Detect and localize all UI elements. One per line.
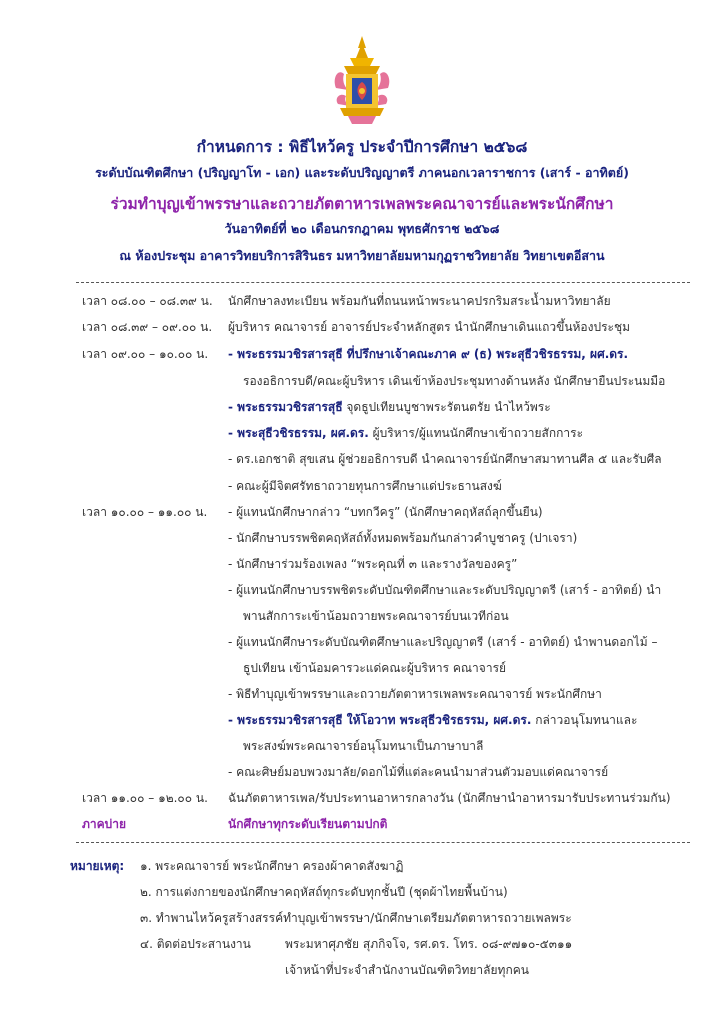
schedule-item: - นักศึกษาบรรพชิตคฤหัสถ์ทั้งหมดพร้อมกันกล่าวคำบูชาครู (ปาเจรา) xyxy=(228,531,578,545)
schedule-item: - ผู้แทนนักศึกษากล่าว “บทกวีครู” (นักศึกษาคฤหัสถ์ลุกขึ้นยืน) xyxy=(228,505,543,519)
time-slot: เวลา ๐๘.๐๐ – ๐๘.๓๙ น. xyxy=(82,294,213,308)
schedule-item: พานสักการะเข้าน้อมถวายพระคณาจารย์บนเวทีก่อน xyxy=(243,609,509,623)
note-item: ๓. ทำพานไหว้ครูสร้างสรรค์ทำบุญเข้าพรรษา/นักศึกษาเตรียมภัตตาหารถวายเพลพระ xyxy=(140,911,572,925)
page-subtitle: ระดับบัณฑิตศึกษา (ปริญญาโท - เอก) และระดับปริญญาตรี ภาคนอกเวลาราชการ (เสาร์ - อาทิตย์) xyxy=(95,165,629,180)
schedule-item: - พระธรรมวชิรสารสุธี ที่ปรึกษาเจ้าคณะภาค ๙ (ธ) พระสุธีวชิรธรรม, ผศ.ดร. xyxy=(228,347,629,361)
schedule-item: - ผู้แทนนักศึกษาบรรพชิตระดับบัณฑิตศึกษาและระดับปริญญาตรี (เสาร์ - อาทิตย์) นำ xyxy=(228,583,662,597)
highlight-line: ร่วมทำบุญเข้าพรรษาและถวายภัตตาหารเพลพระคณาจารย์และพระนักศึกษา xyxy=(110,195,614,213)
time-slot: เวลา ๐๙.๐๐ – ๑๐.๐๐ น. xyxy=(82,347,209,361)
schedule-item xyxy=(228,711,637,730)
note-item: ๑. พระคณาจารย์ พระนักศึกษา ครองผ้าคาดสังฆาฏิ xyxy=(140,859,404,873)
contact-staff: เจ้าหน้าที่ประจำสำนักงานบัณฑิตวิทยาลัยทุกคน xyxy=(285,963,529,977)
item-text: ผู้บริหาร/ผู้แทนนักศึกษาเข้าถวายสักการะ xyxy=(368,426,584,440)
bold-text: - พระสุธีวชิรธรรม, ผศ.ดร. xyxy=(228,426,369,440)
time-slot: เวลา ๑๑.๐๐ – ๑๒.๐๐ น. xyxy=(82,791,208,805)
bold-text: - พระธรรมวชิรสารสุธี ให้โอวาท พระสุธีวชิรธรรม, ผศ.ดร. xyxy=(228,713,532,727)
schedule-item xyxy=(228,424,583,443)
note-item: ๔. ติดต่อประสานงาน xyxy=(140,937,251,951)
item-text: จุดธูปเทียนบูชาพระรัตนตรัย นำไหว้พระ xyxy=(342,400,551,414)
schedule-item: - ดร.เอกชาติ สุขเสน ผู้ช่วยอธิการบดี นำคณาจารย์นักศึกษาสมาทานศีล ๕ และรับศีล xyxy=(228,452,662,466)
bold-text: - พระธรรมวชิรสารสุธี xyxy=(228,400,343,414)
schedule-item: นักศึกษาทุกระดับเรียนตามปกติ xyxy=(228,817,388,831)
schedule-item: พระสงฆ์พระคณาจารย์อนุโมทนาเป็นภาษาบาลี xyxy=(243,739,484,753)
time-slot: เวลา ๑๐.๐๐ – ๑๑.๐๐ น. xyxy=(82,505,208,519)
schedule-item: นักศึกษาลงทะเบียน พร้อมกันที่ถนนหน้าพระนาคปรกริมสระน้ำมหาวิทยาลัย xyxy=(228,294,611,308)
event-venue: ณ ห้องประชุม อาคารวิทยบริการสิรินธร มหาวิทยาลัยมหามกุฏราชวิทยาลัย วิทยาเขตอีสาน xyxy=(119,248,605,263)
schedule-item: ผู้บริหาร คณาจารย์ อาจารย์ประจำหลักสูตร นำนักศึกษาเดินแถวขึ้นห้องประชุม xyxy=(228,320,631,334)
bottom-divider xyxy=(76,842,690,843)
schedule-item: - นักศึกษาร่วมร้องเพลง “พระคุณที่ ๓ และรางวัลของครู” xyxy=(228,557,518,571)
item-text: กล่าวอนุโมทนาและ xyxy=(531,713,638,727)
schedule-item: - คณะศิษย์มอบพวงมาลัย/ดอกไม้ที่แต่ละคนนำมาส่วนตัวมอบแด่คณาจารย์ xyxy=(228,765,609,779)
time-slot: เวลา ๐๘.๓๙ – ๐๙.๐๐ น. xyxy=(82,320,213,334)
schedule-item xyxy=(228,398,551,417)
note-item: ๒. การแต่งกายของนักศึกษาคฤหัสถ์ทุกระดับทุกชั้นปี (ชุดผ้าไทยพื้นบ้าน) xyxy=(140,885,508,899)
contact-person: พระมหาศุภชัย สุภกิจโจ, รศ.ดร. โทร. ๐๘-๙๗๑๐-๕๓๑๑ xyxy=(285,937,573,951)
schedule-item: - พิธีทำบุญเข้าพรรษาและถวายภัตตาหารเพลพระคณาจารย์ พระนักศึกษา xyxy=(228,687,602,701)
schedule-item: - คณะผู้มีจิตศรัทธาถวายทุนการศึกษาแด่ประธานสงฆ์ xyxy=(228,479,502,493)
schedule-item: ธูปเทียน เข้าน้อมคารวะแด่คณะผู้บริหาร คณาจารย์ xyxy=(243,661,507,675)
notes-label: หมายเหตุ: xyxy=(70,859,125,873)
schedule-item: ฉันภัตตาหารเพล/รับประทานอาหารกลางวัน (นักศึกษานำอาหารมารับประทานร่วมกัน) xyxy=(228,791,671,805)
schedule-item: รองอธิการบดี/คณะผู้บริหาร เดินเข้าห้องประชุมทางด้านหลัง นักศึกษายืนประนมมือ xyxy=(243,374,666,388)
time-slot: ภาคบ่าย xyxy=(82,817,127,831)
schedule-item: - ผู้แทนนักศึกษาระดับบัณฑิตศึกษาและปริญญาตรี (เสาร์ - อาทิตย์) นำพานดอกไม้ – xyxy=(228,635,658,649)
page-title: กำหนดการ : พิธีไหว้ครู ประจำปีการศึกษา ๒๕๖๘ xyxy=(196,138,528,156)
event-date: วันอาทิตย์ที่ ๒๐ เดือนกรกฎาคม พุทธศักราช ๒๕๖๘ xyxy=(224,221,500,236)
